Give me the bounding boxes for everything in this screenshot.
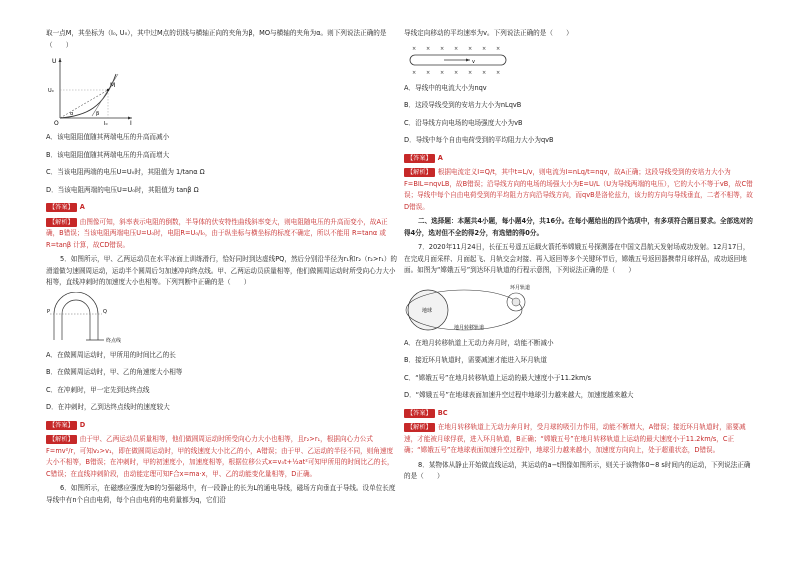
q4-beta: β	[96, 111, 100, 117]
svg-text:×: ×	[426, 45, 431, 52]
q4-point-m: M	[110, 82, 116, 89]
q7-orbit-diagram	[404, 280, 554, 332]
q4-option-d: D．当该电阻两端的电压U=U₀时，其阻值为 tanβ Ω	[46, 185, 199, 194]
q7-transfer-orbit-label: 地月转移轨道	[454, 324, 485, 331]
q4-origin: O	[54, 120, 59, 126]
svg-text:×: ×	[412, 45, 417, 52]
q4-option-a: A．该电阻阻值随其两端电压的升高而减小	[46, 133, 170, 141]
q5-option-d: D．在冲刺时，乙到达终点线时的速度较大	[46, 403, 170, 411]
q6-stem: 6．如图所示，在磁感应强度为B的匀强磁场中，有一段静止的长为L的通电导线，磁场方向垂直于导线。设单位长度导线中有n个自由电荷，每个自由电荷的电荷量都为q，它们沿	[46, 484, 396, 504]
q4-alpha: α	[70, 111, 74, 117]
q4-answer: A	[79, 203, 85, 211]
q4-axis-u: U	[52, 58, 57, 65]
q7-answer-line	[404, 408, 756, 420]
q5-option-a: A．在做圆周运动时，甲所用的时间比乙的长	[46, 350, 176, 359]
answer-tag: 【答案】	[46, 421, 77, 430]
svg-text:×: ×	[468, 69, 473, 76]
q7-option-b: B．接近环月轨道时，需要减速才能进入环月轨道	[404, 356, 547, 364]
q6-option-a: A．导线中的电流大小为nqv	[404, 83, 487, 92]
q4-i0: I₀	[104, 121, 108, 126]
analysis-tag: 【解析】	[404, 423, 435, 432]
q6-option-c: C．沿导线方向电场的电场强度大小为vB	[404, 118, 523, 127]
svg-text:×: ×	[440, 45, 445, 52]
q7-stem: 7．2020年11月24日，长征五号遥五运载火箭托举嫦娥五号探测器在中国文昌航天发射场成功发射。12月17日，在完成月面采样、月面起飞、月轨交会对接、再入返回等多个关键环节后，嫦娥五号返回器携带月球样品，成功返回地面。如图为“嫦娥五号”到达环月轨道的行程示意图，下列说法正确的是（ ）	[404, 243, 750, 274]
q4-analysis	[46, 217, 398, 252]
q6-wire-diagram	[404, 43, 514, 77]
q4-option-b: B．该电阻阻值随其两端电压的升高而增大	[46, 150, 170, 159]
q7-option-c: C．“嫦娥五号”在地月转移轨道上运动的最大速度小于11.2km/s	[404, 373, 592, 382]
q7-figure	[404, 280, 756, 332]
q7-lunar-orbit-label: 环月轨道	[510, 284, 531, 291]
svg-text:×: ×	[496, 69, 501, 76]
svg-text:×: ×	[454, 45, 459, 52]
q6-option-d: D．导线中每个自由电荷受到的平均阻力大小为qvB	[404, 136, 554, 144]
svg-text:×: ×	[482, 69, 487, 76]
q5-analysis	[46, 434, 398, 480]
analysis-tag: 【解析】	[46, 435, 77, 444]
left-column	[46, 28, 398, 509]
q4-option-c: C．当该电阻两端的电压U=U₀时，其阻值为 1/tanα Ω	[46, 168, 205, 176]
q4-axis-i: I	[130, 120, 132, 126]
q6-figure	[404, 43, 756, 77]
q7-analysis	[404, 422, 756, 457]
q5-answer-line	[46, 420, 398, 432]
q5-finish-line: 终点线	[106, 337, 122, 344]
q7-analysis-text: 在地月转移轨道上无动力奔月时，受月球的吸引力作用，动能不断增大，A错误；接近环月轨道时，需要减速，才能被月球俘获，进入环月轨道，B正确；“嫦娥五号”在地月转移轨道上运动的最大速度小于11.2km/s，C正确；“嫦娥五号”在地球表面加速升空过程中，地球引力越来越小，加速度方向向上，处于超重状态，D错误。	[404, 423, 746, 454]
q4-stem-tail: 取一点M，其坐标为（I₀, U₀），其中过M点的切线与横轴正向的夹角为β，MO与横轴的夹角为α。则下列说法正确的是（ ）	[46, 29, 387, 49]
q4-figure	[46, 54, 398, 126]
svg-text:×: ×	[440, 69, 445, 76]
analysis-tag: 【解析】	[404, 168, 435, 177]
svg-text:×: ×	[496, 45, 501, 52]
q6-stem-tail: 导线定向移动的平均速率为v。下列说法正确的是（ ）	[404, 29, 573, 37]
q6-answer: A	[437, 153, 443, 162]
q5-label-p: P	[47, 308, 51, 315]
analysis-tag: 【解析】	[46, 218, 77, 227]
svg-text:×: ×	[454, 69, 459, 76]
right-column	[404, 28, 756, 486]
q6-option-b: B．这段导线受到的安培力大小为nLqvB	[404, 101, 522, 109]
q5-answer: D	[79, 420, 86, 429]
answer-tag: 【答案】	[404, 154, 435, 163]
q5-option-c: C．在冲刺时，甲一定先到达终点线	[46, 385, 150, 394]
svg-text:×: ×	[412, 69, 417, 76]
q4-answer-line	[46, 202, 398, 214]
q4-u0: U₀	[48, 88, 54, 94]
q5-analysis-text: 由于甲、乙两运动员质量相等，他们做圆周运动时所受向心力大小也相等，且r₂>r₁，根据向心力公式F=mv²/r，可知v₂>v₁，即在做圆周运动时，甲的线速度大小比乙的小，A错误；由于甲、乙运动的半径不同，则角速度大小不相等，B错误；在冲刺时，甲的初速度小，加速度相等，根据位移公式x=v₀t+½at²可知甲所用的时间比乙的长，C错误；在直线冲刺阶段，由动能定理可知F合x=ma·x，甲、乙的动能变化量相等，D正确。	[46, 435, 394, 478]
q6-analysis-text: 根据电流定义I=Q/t，其中t=L/v，则电流为I=nLq/t=nqv，故A正确；这段导线受到的安培力大小为F=BIL=nqvLB，故B错误；沿导线方向的电场的场强大小为E=U/L（U为导线两端的电压），它的大小不等于vB，故C错误；导线中每个自由电荷受到的平均阻力方向沿导线方向，而qvB是洛伦兹力，该力的方向与导线垂直，二者不相等，故D错误。	[404, 168, 753, 211]
svg-text:×: ×	[468, 45, 473, 52]
q6-analysis	[404, 167, 756, 213]
q7-earth-label: 地球	[422, 307, 433, 314]
q5-option-b: B．在做圆周运动时，甲、乙的角速度大小相等	[46, 368, 183, 376]
q7-option-d: D．“嫦娥五号”在地球表面加速升空过程中地球引力越来越大，加速度越来越大	[404, 391, 634, 399]
q5-figure	[46, 292, 398, 344]
svg-text:×: ×	[426, 69, 431, 76]
q6-answer-line	[404, 153, 756, 165]
q4-analysis-text: 由图像可知，斜率表示电阻的倒数，半导体的伏安特性曲线斜率变大，则电阻随电压的升高而变小，故A正确，B错误；当该电阻两端电压U=U₀时，电阻R=U₀/I₀，由于纵坐标与横坐标的标度不确定，所以不能用 R=tanα 或 R=tanβ 计算，故CD错误。	[46, 217, 388, 249]
q5-stem: 5．如图所示，甲、乙两运动员在水平冰面上训练滑行，恰好同时到达虚线PQ，然后分别沿半径为r₁和r₂（r₂>r₁）的滑道做匀速圆周运动，运动半个圆周后匀加速冲向终点线。甲、乙两运动员质量相等，他们做圆周运动时所受向心力大小相等，直线冲刺时的加速度大小也相等。下列判断中正确的是（ ）	[46, 255, 398, 286]
svg-text:×: ×	[482, 45, 487, 52]
q5-label-q: Q	[103, 308, 107, 315]
q4-graph	[46, 54, 136, 126]
answer-tag: 【答案】	[46, 203, 77, 212]
q7-option-a: A．在地月转移轨道上无动力奔月时，动能不断减小	[404, 338, 554, 347]
answer-tag: 【答案】	[404, 409, 435, 418]
section-2-heading: 二、选择题：本题共4小题，每小题4分，共16分。在每小题给出的四个选项中，有多项符合题目要求。全部选对的得4分，选对但不全的得2分，有选错的得0分。	[404, 217, 753, 237]
q7-answer: BC	[437, 408, 448, 417]
q8-stem: 8．某物体从静止开始做直线运动，其运动的a−t图像如图所示，则关于该物体0~8 s时间内的运动，下列说法正确的是（ ）	[404, 460, 751, 480]
q5-track	[46, 292, 136, 344]
q6-label-v: v	[472, 58, 475, 65]
